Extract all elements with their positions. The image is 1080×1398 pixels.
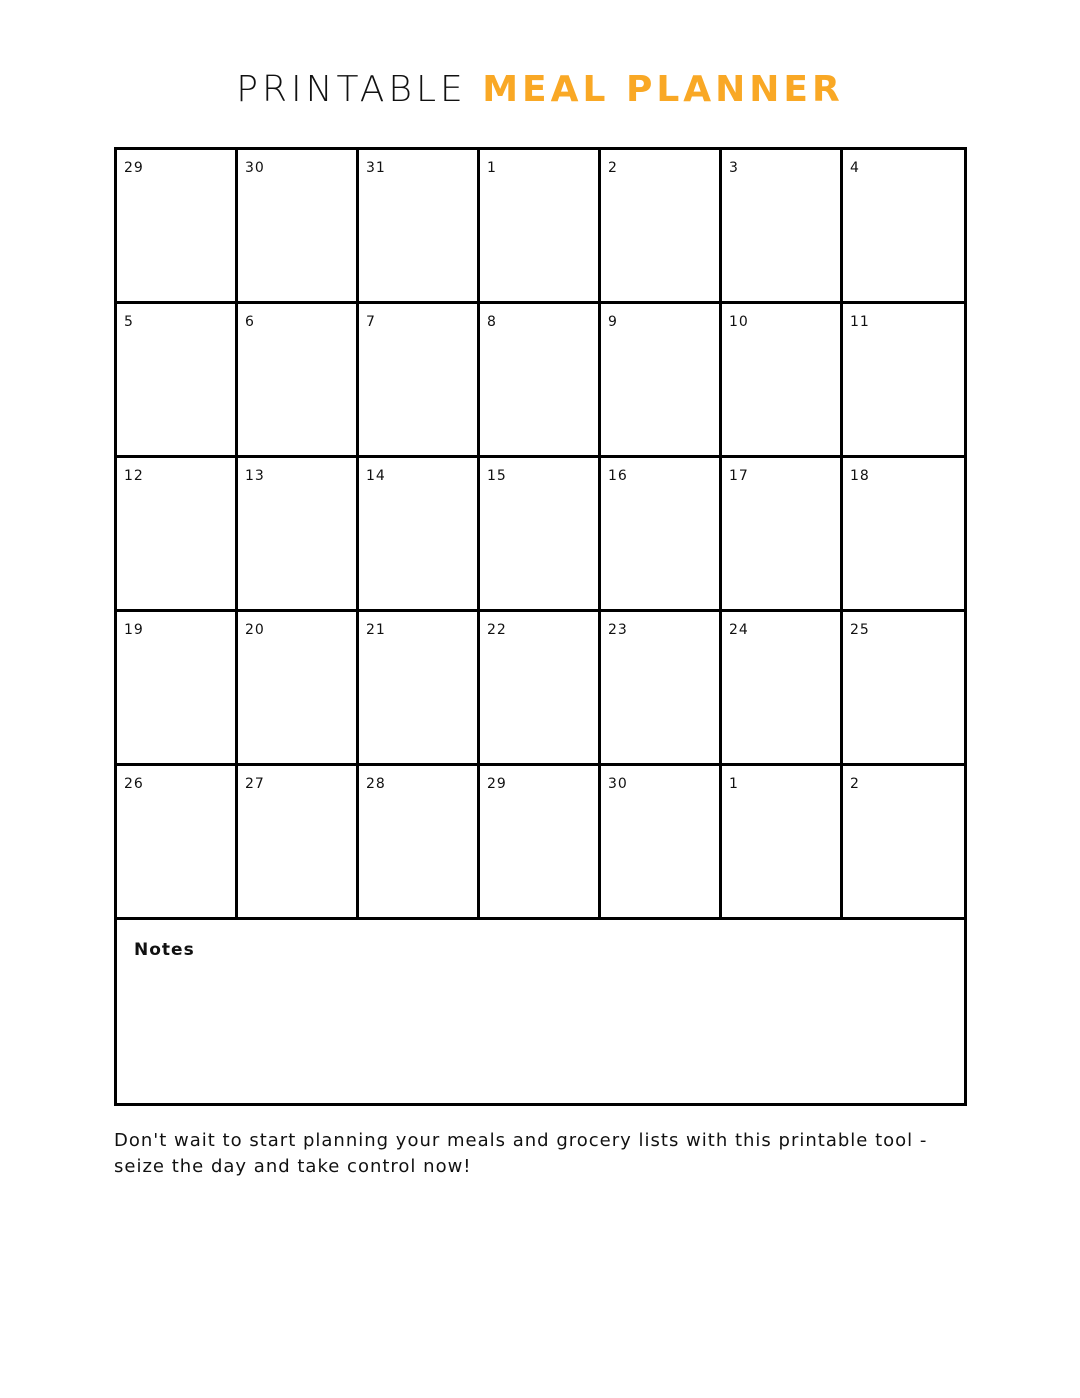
day-number: 28 (366, 776, 386, 792)
day-cell[interactable] (117, 150, 238, 304)
day-cell[interactable] (843, 304, 964, 458)
day-cell[interactable] (359, 150, 480, 304)
page-title (0, 66, 1080, 114)
day-cell[interactable] (117, 766, 238, 920)
footer-text: Don't wait to start planning your meals and grocery lists with this printable tool - seize the day and take control now! (114, 1130, 928, 1177)
day-cell[interactable] (359, 766, 480, 920)
day-cell[interactable] (238, 612, 359, 766)
day-cell[interactable] (117, 458, 238, 612)
day-number: 20 (245, 622, 265, 638)
day-cell[interactable] (480, 612, 601, 766)
day-number: 26 (124, 776, 144, 792)
day-number: 31 (366, 160, 386, 176)
day-cell[interactable] (117, 612, 238, 766)
day-cell[interactable] (722, 304, 843, 458)
day-cell[interactable] (238, 766, 359, 920)
day-number: 8 (487, 314, 497, 330)
day-number: 9 (608, 314, 618, 330)
day-number: 3 (729, 160, 739, 176)
day-number: 1 (487, 160, 497, 176)
day-number: 13 (245, 468, 265, 484)
notes-label: Notes (134, 940, 195, 960)
day-cell[interactable] (238, 304, 359, 458)
day-number: 29 (487, 776, 507, 792)
day-number: 21 (366, 622, 386, 638)
day-cell[interactable] (117, 304, 238, 458)
day-number: 23 (608, 622, 628, 638)
day-cell[interactable] (843, 766, 964, 920)
day-number: 18 (850, 468, 870, 484)
day-cell[interactable] (601, 458, 722, 612)
day-cell[interactable] (601, 304, 722, 458)
day-cell[interactable] (843, 458, 964, 612)
day-cell[interactable] (480, 766, 601, 920)
day-cell[interactable] (238, 458, 359, 612)
day-cell[interactable] (359, 612, 480, 766)
day-number: 5 (124, 314, 134, 330)
calendar-days (117, 150, 964, 920)
day-cell[interactable] (601, 150, 722, 304)
day-number: 14 (366, 468, 386, 484)
day-number: 2 (850, 776, 860, 792)
day-cell[interactable] (722, 766, 843, 920)
title-bold: MEAL PLANNER (482, 69, 844, 110)
day-number: 25 (850, 622, 870, 638)
day-number: 7 (366, 314, 376, 330)
day-number: 4 (850, 160, 860, 176)
day-number: 2 (608, 160, 618, 176)
day-number: 30 (245, 160, 265, 176)
day-cell[interactable] (480, 458, 601, 612)
day-cell[interactable] (601, 612, 722, 766)
day-cell[interactable] (601, 766, 722, 920)
notes-section[interactable] (117, 920, 964, 1103)
day-number: 1 (729, 776, 739, 792)
day-number: 30 (608, 776, 628, 792)
calendar-grid (114, 147, 967, 1106)
day-number: 16 (608, 468, 628, 484)
day-number: 6 (245, 314, 255, 330)
day-cell[interactable] (480, 304, 601, 458)
day-number: 17 (729, 468, 749, 484)
day-number: 22 (487, 622, 507, 638)
title-light: PRINTABLE (236, 69, 467, 110)
day-cell[interactable] (843, 612, 964, 766)
day-number: 11 (850, 314, 870, 330)
day-number: 24 (729, 622, 749, 638)
day-number: 15 (487, 468, 507, 484)
day-cell[interactable] (359, 458, 480, 612)
day-number: 12 (124, 468, 144, 484)
day-cell[interactable] (722, 150, 843, 304)
day-number: 27 (245, 776, 265, 792)
day-cell[interactable] (238, 150, 359, 304)
day-number: 29 (124, 160, 144, 176)
day-cell[interactable] (359, 304, 480, 458)
day-number: 10 (729, 314, 749, 330)
day-cell[interactable] (843, 150, 964, 304)
day-cell[interactable] (722, 458, 843, 612)
day-number: 19 (124, 622, 144, 638)
day-cell[interactable] (722, 612, 843, 766)
day-cell[interactable] (480, 150, 601, 304)
